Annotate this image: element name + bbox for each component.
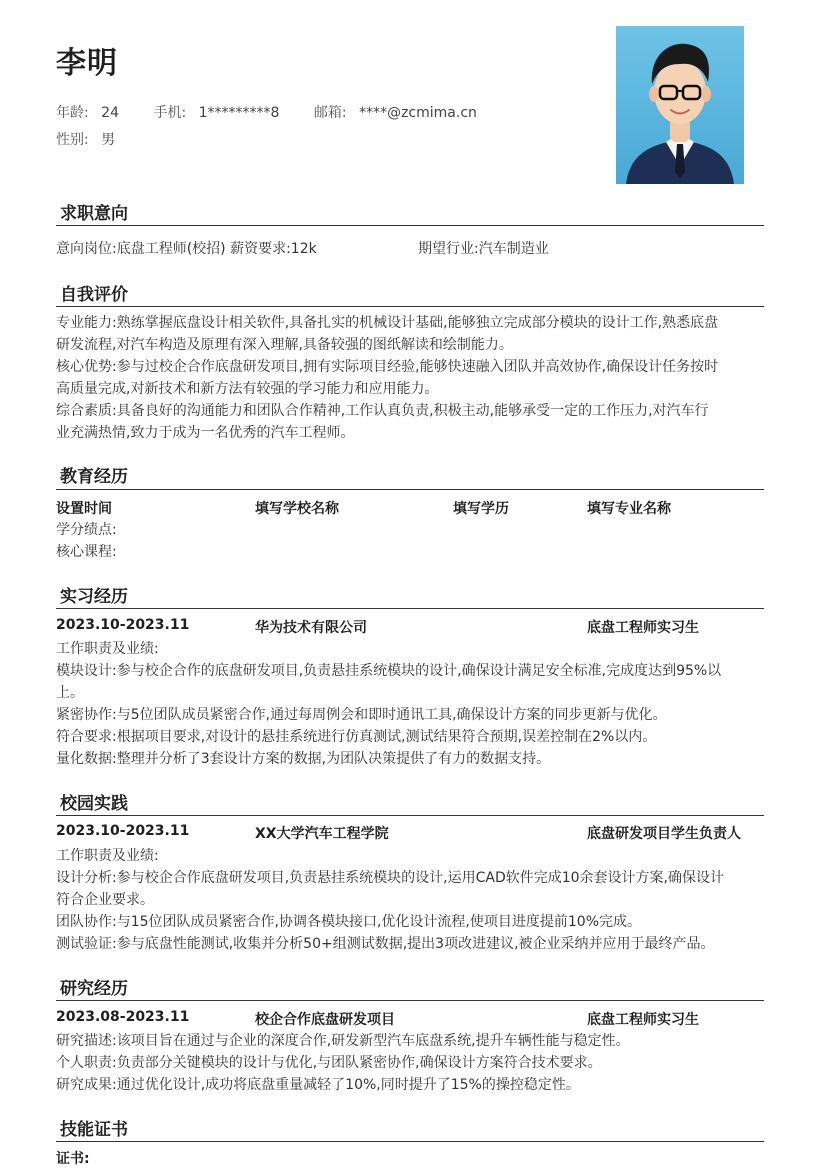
divider bbox=[56, 1141, 764, 1142]
internship-company: 华为技术有限公司 bbox=[255, 620, 367, 636]
self-eval-line: 综合素质:具备良好的沟通能力和团队合作精神,工作认真负责,积极主动,能够承受一定的工作压力,对汽车行 bbox=[56, 403, 709, 419]
campus-line: 工作职责及业绩: bbox=[56, 848, 159, 864]
self-eval-line: 核心优势:参与过校企合作底盘研发项目,拥有实际项目经验,能够快速融入团队并高效协作,确保设计任务按时 bbox=[56, 359, 719, 375]
internship-line: 量化数据:整理并分析了3套设计方案的数据,为团队决策提供了有力的数据支持。 bbox=[56, 751, 551, 767]
section-title-education: 教育经历 bbox=[60, 467, 128, 487]
phone-value: 1*********8 bbox=[198, 105, 280, 121]
research-line: 个人职责:负责部分关键模块的设计与优化,与团队紧密协作,确保设计方案符合技术要求。 bbox=[56, 1055, 602, 1071]
age-label: 年龄: bbox=[56, 105, 89, 121]
phone-label: 手机: bbox=[153, 105, 187, 121]
email-label: 邮箱: bbox=[313, 105, 347, 121]
gender-label: 性别: bbox=[56, 132, 89, 148]
profile-photo bbox=[616, 26, 744, 184]
education-gpa: 学分绩点: bbox=[56, 522, 117, 538]
self-eval-line: 业充满热情,致力于成为一名优秀的汽车工程师。 bbox=[56, 425, 355, 441]
section-title-intent: 求职意向 bbox=[60, 204, 128, 224]
section-title-skills: 技能证书 bbox=[60, 1120, 128, 1140]
campus-line: 符合企业要求。 bbox=[56, 892, 154, 908]
section-title-self-eval: 自我评价 bbox=[60, 285, 128, 305]
campus-org: XX大学汽车工程学院 bbox=[255, 826, 389, 842]
age-value: 24 bbox=[101, 105, 119, 121]
gender-row bbox=[56, 129, 115, 149]
candidate-name: 李明 bbox=[56, 46, 118, 81]
research-role: 底盘工程师实习生 bbox=[587, 1012, 699, 1028]
internship-line: 紧密协作:与5位团队成员紧密合作,通过每周例会和即时通讯工具,确保设计方案的同步更新与优化。 bbox=[56, 707, 667, 723]
internship-role: 底盘工程师实习生 bbox=[587, 620, 699, 636]
internship-line: 符合要求:根据项目要求,对设计的悬挂系统进行仿真测试,测试结果符合预期,误差控制在2%以内。 bbox=[56, 729, 657, 745]
contact-row bbox=[56, 102, 477, 122]
research-line: 研究成果:通过优化设计,成功将底盘重量减轻了10%,同时提升了15%的操控稳定性。 bbox=[56, 1077, 580, 1093]
campus-time: 2023.10-2023.11 bbox=[56, 823, 190, 839]
campus-line: 团队协作:与15位团队成员紧密合作,协调各模块接口,优化设计流程,使项目进度提前10%完成。 bbox=[56, 914, 641, 930]
gender-value: 男 bbox=[101, 132, 116, 148]
research-time: 2023.08-2023.11 bbox=[56, 1009, 190, 1025]
section-title-research: 研究经历 bbox=[60, 979, 128, 999]
research-project: 校企合作底盘研发项目 bbox=[255, 1012, 395, 1028]
research-line: 研究描述:该项目旨在通过与企业的深度合作,研发新型汽车底盘系统,提升车辆性能与稳定性。 bbox=[56, 1033, 630, 1049]
internship-line: 工作职责及业绩: bbox=[56, 641, 159, 657]
education-major: 填写专业名称 bbox=[587, 501, 671, 517]
education-degree: 填写学历 bbox=[453, 501, 509, 517]
self-eval-line: 研发流程,对汽车构造及原理有深入理解,具备较强的图纸解读和绘制能力。 bbox=[56, 337, 513, 353]
divider bbox=[56, 815, 764, 816]
campus-line: 测试验证:参与底盘性能测试,收集并分析50+组测试数据,提出3项改进建议,被企业采纳并应用于最终产品。 bbox=[56, 936, 715, 952]
campus-line: 设计分析:参与校企合作底盘研发项目,负责悬挂系统模块的设计,运用CAD软件完成10余套设计方案,确保设计 bbox=[56, 870, 725, 886]
self-eval-line: 专业能力:熟练掌握底盘设计相关软件,具备扎实的机械设计基础,能够独立完成部分模块的设计工作,熟悉底盘 bbox=[56, 315, 719, 331]
email-value: ****@zcmima.cn bbox=[359, 105, 477, 121]
self-eval-line: 高质量完成,对新技术和新方法有较强的学习能力和应用能力。 bbox=[56, 381, 439, 397]
divider bbox=[56, 1000, 764, 1001]
education-courses: 核心课程: bbox=[56, 544, 117, 560]
education-time: 设置时间 bbox=[56, 501, 112, 517]
education-school: 填写学校名称 bbox=[255, 501, 339, 517]
internship-line: 模块设计:参与校企合作的底盘研发项目,负责悬挂系统模块的设计,确保设计满足安全标准,完成度达到95%以 bbox=[56, 663, 722, 679]
avatar-illustration bbox=[616, 26, 744, 184]
internship-line: 上。 bbox=[56, 685, 84, 701]
divider bbox=[56, 225, 764, 226]
skills-cert: 证书: bbox=[56, 1151, 90, 1167]
campus-role: 底盘研发项目学生负责人 bbox=[587, 826, 741, 842]
internship-time: 2023.10-2023.11 bbox=[56, 617, 190, 633]
section-title-internship: 实习经历 bbox=[60, 587, 128, 607]
divider bbox=[56, 489, 764, 490]
intent-position: 意向岗位:底盘工程师(校招) 薪资要求:12k bbox=[56, 241, 317, 257]
divider bbox=[56, 608, 764, 609]
section-title-campus: 校园实践 bbox=[60, 794, 128, 814]
divider bbox=[56, 306, 764, 307]
intent-industry: 期望行业:汽车制造业 bbox=[418, 241, 549, 257]
